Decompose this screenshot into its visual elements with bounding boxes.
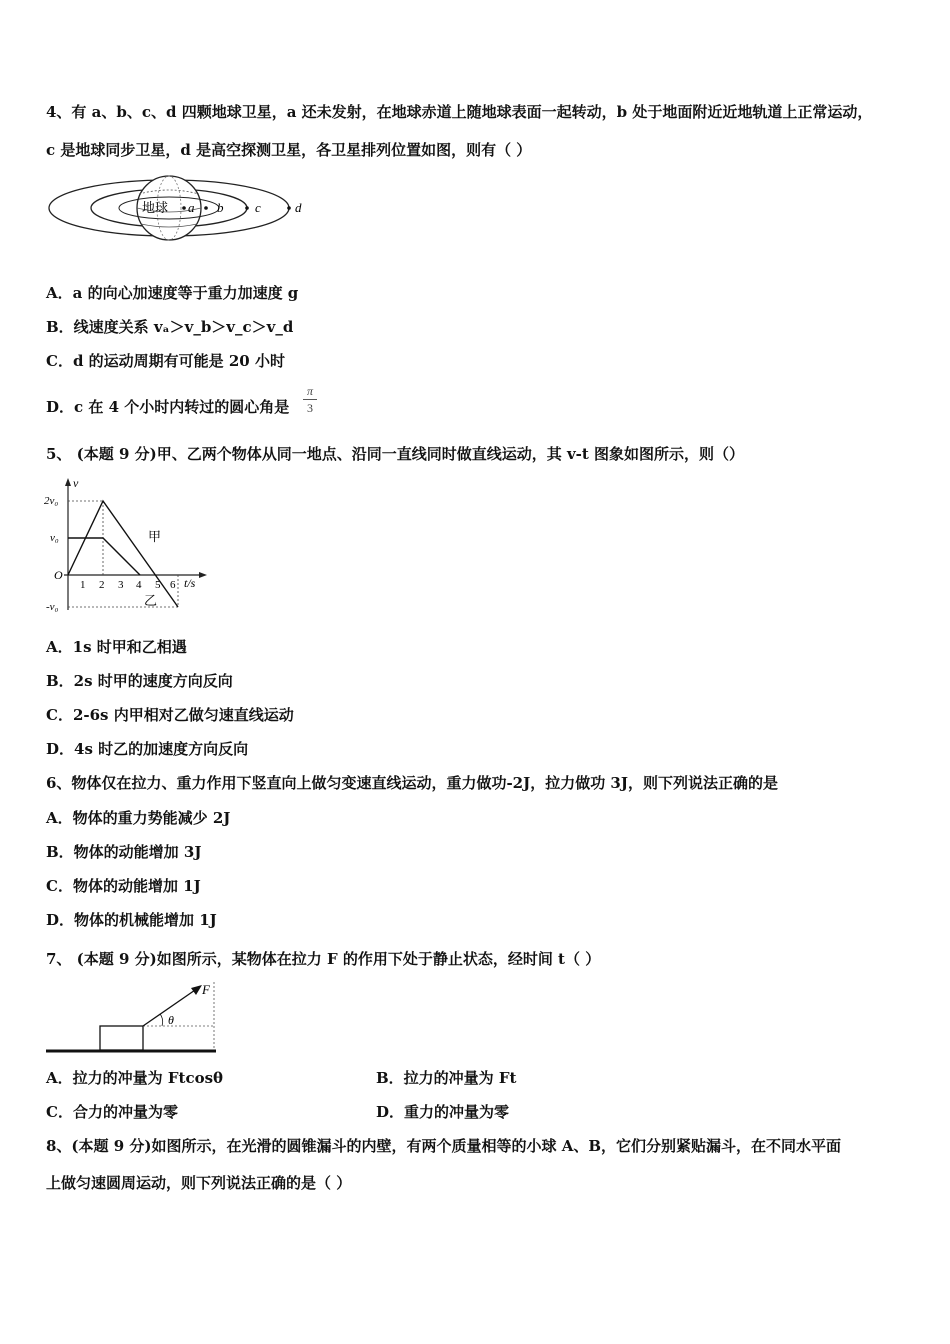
- q5-text-line1: 5、 (本题 9 分)甲、乙两个物体从同一地点、沿同一直线同时做直线运动，其 v-t 图象如图所示，则（）: [46, 445, 745, 463]
- block: [100, 1026, 143, 1050]
- satellite-c: [245, 206, 249, 210]
- q4-option-d-fraction: π 3: [303, 384, 317, 416]
- q8-text-line1: 8、(本题 9 分)如图所示，在光滑的圆锥漏斗的内壁，有两个质量相等的小球 A、B，它们分别紧贴漏斗，在不同水平面: [46, 1137, 842, 1155]
- label-b: b: [217, 200, 224, 215]
- label-a: a: [188, 200, 195, 215]
- q8-text-line2: 上做匀速圆周运动，则下列说法正确的是（ ）: [46, 1174, 352, 1192]
- x-tick-5: 5: [155, 579, 161, 591]
- q6-option-d: D．物体的机械能增加 1J: [46, 911, 217, 929]
- q7-text-line1: 7、 (本题 9 分)如图所示，某物体在拉力 F 的作用下处于静止状态，经时间 t（ ）: [46, 950, 601, 968]
- q7-option-d: D．重力的冲量为零: [376, 1103, 510, 1121]
- x-axis-label: t/s: [184, 576, 196, 590]
- q6-option-c: C．物体的动能增加 1J: [46, 877, 201, 895]
- y-tick-v0: v₀: [50, 532, 59, 544]
- line-yi: [68, 538, 140, 575]
- force-label: F: [202, 982, 210, 997]
- x-tick-3: 3: [118, 579, 124, 591]
- q4-text-line2: c 是地球同步卫星，d 是高空探测卫星，各卫星排列位置如图，则有（ ）: [46, 141, 532, 159]
- q4-option-b: B．线速度关系 vₐ＞v_b＞v_c＞v_d: [46, 318, 294, 336]
- q6-text-line1: 6、物体仅在拉力、重力作用下竖直向上做匀变速直线运动，重力做功-2J，拉力做功 3J，则下列说法正确的是: [46, 774, 778, 792]
- satellite-d: [287, 206, 291, 210]
- q7-option-a: A．拉力的冲量为 Ftcosθ: [46, 1069, 224, 1087]
- q5-option-d: D．4s 时乙的加速度方向反向: [46, 740, 249, 758]
- x-tick-1: 1: [80, 579, 86, 591]
- q4-option-a: A．a 的向心加速度等于重力加速度 g: [46, 284, 299, 302]
- x-tick-2: 2: [99, 579, 105, 591]
- label-jia: 甲: [148, 529, 162, 544]
- origin-label: O: [54, 568, 63, 582]
- satellite-b: [204, 206, 208, 210]
- y-axis-label: v: [73, 476, 79, 490]
- q4-orbit-diagram: [44, 172, 314, 244]
- q4-option-c: C．d 的运动周期有可能是 20 小时: [46, 352, 285, 370]
- q7-option-c: C．合力的冲量为零: [46, 1103, 178, 1121]
- label-yi: 乙: [144, 593, 158, 608]
- line-jia: [68, 501, 178, 607]
- x-tick-4: 4: [136, 579, 142, 591]
- q5-option-c: C．2-6s 内甲相对乙做匀速直线运动: [46, 706, 294, 724]
- label-c: c: [255, 200, 261, 215]
- q4-option-d: D．c 在 4 个小时内转过的圆心角是: [46, 398, 290, 416]
- label-d: d: [295, 200, 302, 215]
- q5-option-a: A．1s 时甲和乙相遇: [46, 638, 187, 656]
- q4-text-line1: 4、有 a、b、c、d 四颗地球卫星，a 还未发射，在地球赤道上随地球表面一起转动，b 处于地面附近近地轨道上正常运动，: [46, 103, 873, 121]
- q7-option-b: B．拉力的冲量为 Ft: [376, 1069, 517, 1087]
- satellite-a: [182, 206, 186, 210]
- x-tick-6: 6: [170, 579, 176, 591]
- q7-force-diagram: [44, 978, 224, 1058]
- earth-label: 地球: [142, 200, 169, 215]
- angle-label: θ: [168, 1013, 174, 1027]
- q6-option-a: A．物体的重力势能减少 2J: [46, 809, 231, 827]
- q5-option-b: B．2s 时甲的速度方向反向: [46, 672, 233, 690]
- y-tick-neg-v0: -v₀: [46, 601, 59, 613]
- q6-option-b: B．物体的动能增加 3J: [46, 843, 202, 861]
- y-tick-2v0: 2v₀: [44, 495, 59, 507]
- q5-vt-graph: [42, 476, 212, 616]
